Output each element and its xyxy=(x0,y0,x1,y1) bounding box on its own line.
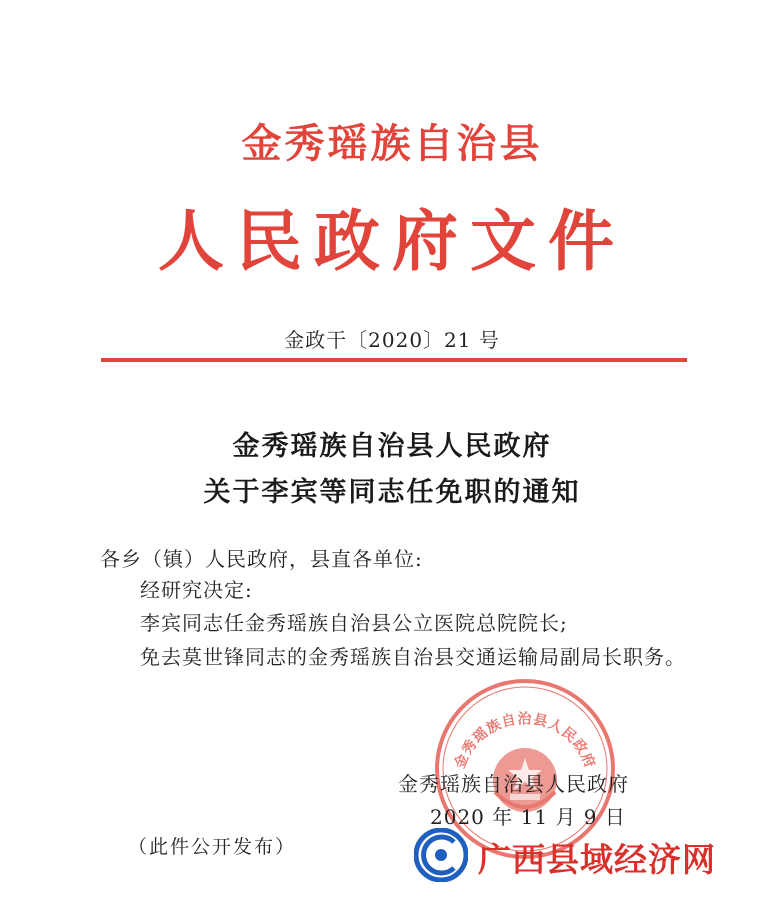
document-type-header: 人民政府文件 xyxy=(158,203,626,280)
body-paragraph: 李宾同志任金秀瑶族自治县公立医院总院院长; xyxy=(140,611,568,635)
notice-title-line-2: 关于李宾等同志任免职的通知 xyxy=(203,477,581,508)
issuer-header: 金秀瑶族自治县 xyxy=(241,121,543,167)
signature-date: 2020 年 11 月 9 日 xyxy=(430,805,626,829)
red-divider-line xyxy=(101,358,687,362)
seal-text-path: 金秀瑶族自治县人民政府 xyxy=(452,711,598,772)
document-number: 金政干〔2020〕21 号 xyxy=(284,328,500,352)
salutation: 各乡（镇）人民政府，县直各单位: xyxy=(100,547,423,571)
body-paragraph: 免去莫世锋同志的金秀瑶族自治县交通运输局副局长职务。 xyxy=(140,645,686,669)
signer-organization: 金秀瑶族自治县人民政府 xyxy=(398,772,629,796)
site-watermark xyxy=(414,826,780,886)
public-release-note: （此件公开发布） xyxy=(128,836,297,858)
watermark-text: 广西县域经济网 xyxy=(478,840,716,879)
notice-title-line-1: 金秀瑶族自治县人民政府 xyxy=(232,431,552,462)
body-paragraph: 经研究决定: xyxy=(140,578,253,602)
site-logo-icon xyxy=(414,828,468,882)
